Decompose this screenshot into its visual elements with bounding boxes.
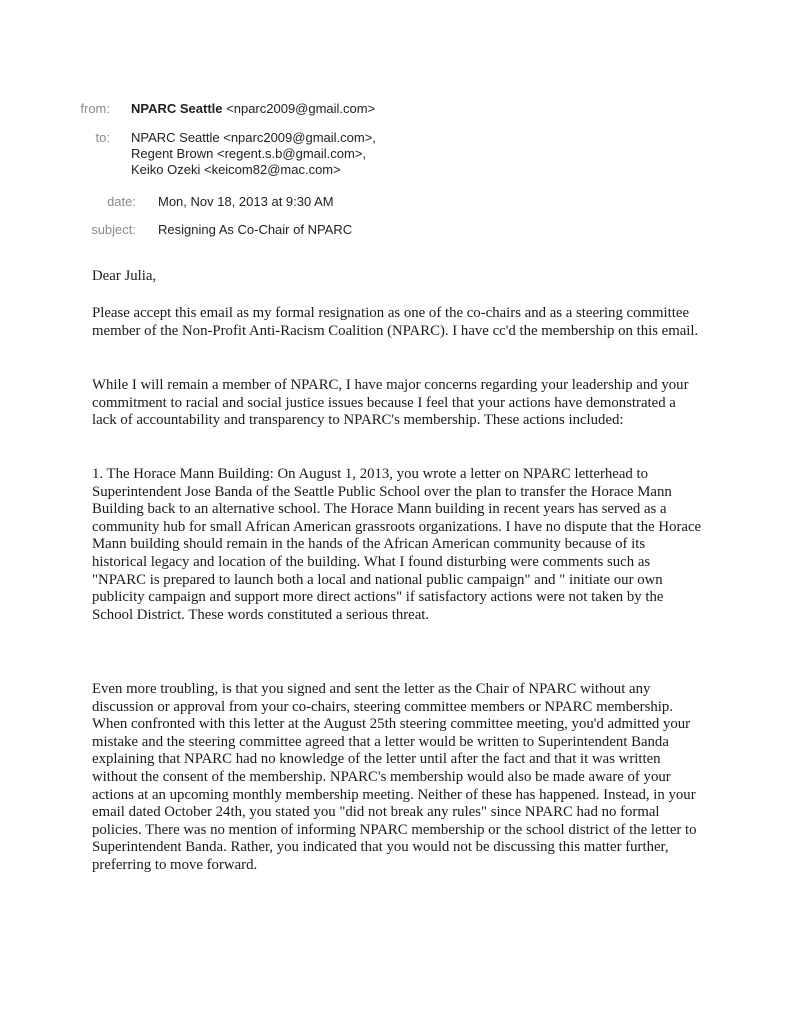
letter-greeting <box>92 268 702 286</box>
paragraph-horace-mann: 1. The Horace Mann Building: On August 1, 2013, you wrote a letter on NPARC letterhead to Superintendent Jose Banda of the Seattle Public School over the plan to transfer the Horace Mann Building back to an alternative school. The Horace Mann building in recent years has served as a community hub for small African American grassroots organizations. I have no dispute that the Horace Mann building should remain in the hands of the African American community because of its historical legacy and location of the building. What I found disturbing were comments such as "NPARC is prepared to launch both a local and national public campaign" and " initiate our own publicity campaign and support more direct actions" if satisfactory actions were not taken by the School District. These words constituted a serious threat. <box>92 466 702 623</box>
to-recipients <box>131 130 376 178</box>
greeting: Dear Julia, <box>92 268 157 284</box>
to-label: to: <box>95 130 110 145</box>
letter-paragraph <box>92 305 702 340</box>
to-recipient[interactable]: Keiko Ozeki <keicom82@mac.com> <box>131 162 341 177</box>
to-recipient[interactable]: Regent Brown <regent.s.b@gmail.com>, <box>131 146 367 161</box>
from-email[interactable]: <nparc2009@gmail.com> <box>226 101 376 116</box>
to-recipient[interactable]: NPARC Seattle <nparc2009@gmail.com>, <box>131 130 376 145</box>
date-label: date: <box>107 194 136 209</box>
subject-value: Resigning As Co-Chair of NPARC <box>158 222 353 237</box>
subject-label: subject: <box>91 222 136 237</box>
from-name: NPARC Seattle <box>131 101 223 116</box>
paragraph-concerns: While I will remain a member of NPARC, I have major concerns regarding your leadership and your commitment to racial and social justice issues because I feel that your actions have demonstrated a lack of accountability and transparency to NPARC's membership. These actions included: <box>92 377 689 429</box>
letter-paragraph <box>92 466 702 624</box>
paragraph-troubling: Even more troubling, is that you signed and sent the letter as the Chair of NPARC without any discussion or approval from your co-chairs, steering committee members or NPARC membership. When confronted with this letter at the August 25th steering committee meeting, you'd admitted your mistake and the steering committee agreed that a letter would be written to Superintendent Banda explaining that NPARC had no knowledge of the letter until after the fact and that it was written without the consent of the membership. NPARC's membership would also be made aware of your actions at an upcoming monthly membership meeting. Neither of these has happened. Instead, in your email dated October 24th, you stated you "did not break any rules" since NPARC had no formal policies. There was no mention of informing NPARC membership or the school district of the letter to Superintendent Banda. Rather, you indicated that you would not be discussing this matter further, preferring to move forward. <box>92 681 697 873</box>
from-label: from: <box>80 101 110 116</box>
from-value <box>131 101 375 117</box>
letter-paragraph <box>92 681 702 875</box>
letter-paragraph <box>92 377 702 430</box>
paragraph-resignation: Please accept this email as my formal resignation as one of the co-chairs and as a steering committee member of the Non-Profit Anti-Racism Coalition (NPARC). I have cc'd the membership on this email. <box>92 305 699 339</box>
date-value: Mon, Nov 18, 2013 at 9:30 AM <box>158 194 334 209</box>
